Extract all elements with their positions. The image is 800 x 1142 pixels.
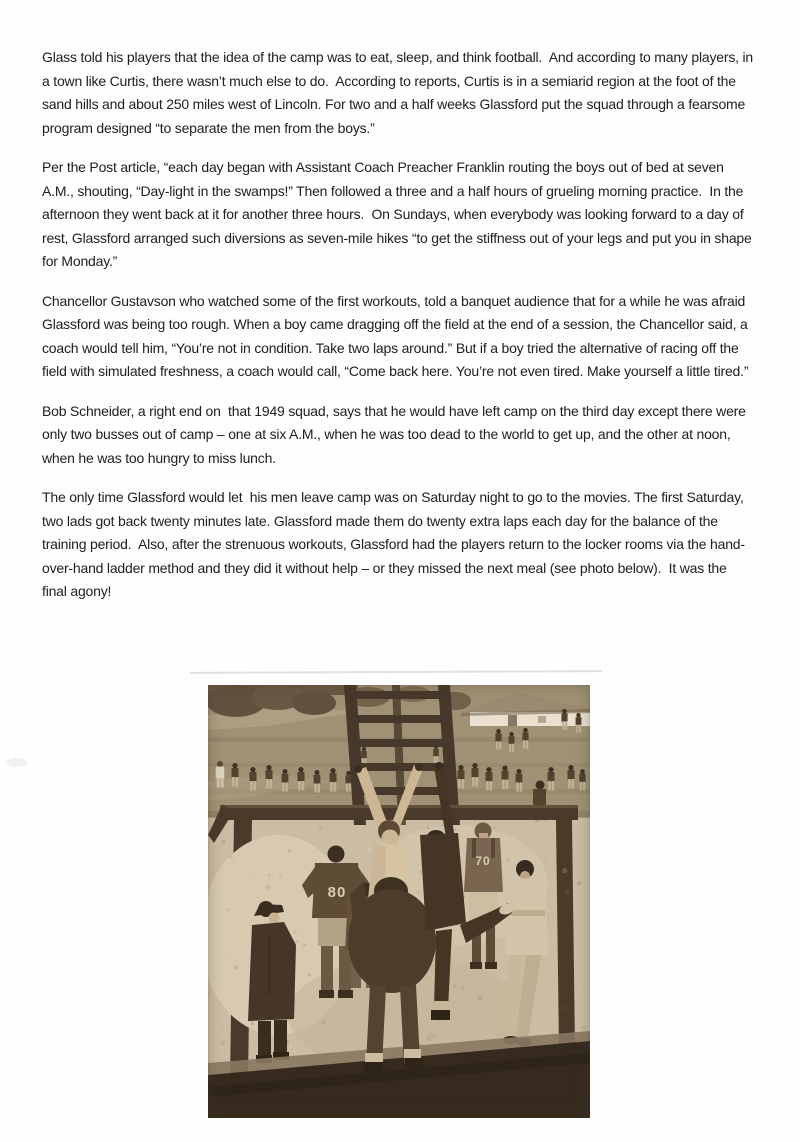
camp-photo-illustration — [208, 685, 590, 1118]
paragraph: Bob Schneider, a right end on that 1949 squad, says that he would have left camp on the third day except there were only two busses out of camp – one at six A.M., when he was too dead to the world to get up, and the other at noon, when he was too hungry to miss lunch. — [42, 402, 750, 466]
jersey-number-70: 70 — [475, 854, 491, 868]
scan-artifact-line — [190, 670, 602, 674]
scan-artifact-smudge — [6, 758, 28, 767]
paragraph: Chancellor Gustavson who watched some of the first workouts, told a banquet audience that for a while he was afraid Glassford was being too rough. When a boy came dragging off the field at the end of a session, the Chancellor said, a coach would tell him, “You’re not in condition. Take two laps around.” But if a boy tried the alternative of racing off the field with simulated freshness, a coach would call, “Come back here. You’re not even tired. Make yourself a little tired.” — [42, 292, 752, 379]
article-text — [42, 46, 757, 620]
paragraph: Per the Post article, “each day began with Assistant Coach Preacher Franklin routing the boys out of bed at seven A.M., shouting, “Day-light in the swamps!” Then followed a three and a half hours of grueling morning practice. In the afternoon they went back at it for another three hours. On Sundays, when everybody was looking forward to a day of rest, Glassford arranged such diversions as seven-mile hikes “to get the stiffness out of your legs and put you in shape for Monday.” — [42, 159, 756, 269]
paragraph: Glass told his players that the idea of the camp was to eat, sleep, and think football. And according to many players, in a town like Curtis, there wasn’t much else to do. According to reports, Curtis is in a semiarid region at the foot of the sand hills and about 250 miles west of Lincoln. For two and a half weeks Glassford put the squad through a fearsome program designed “to separate the men from the boys.” — [42, 49, 757, 136]
jersey-number-80: 80 — [327, 884, 347, 901]
training-camp-photo — [208, 685, 590, 1118]
paragraph: The only time Glassford would let his men leave camp was on Saturday night to go to the movies. The first Saturday, two lads got back twenty minutes late. Glassford made them do twenty extra laps each day for the balance of the training period. Also, after the strenuous workouts, Glassford had the players return to the locker rooms via the hand-over-hand ladder method and they did it without help – or they missed the next meal (see photo below). It was the final agony! — [42, 489, 748, 599]
